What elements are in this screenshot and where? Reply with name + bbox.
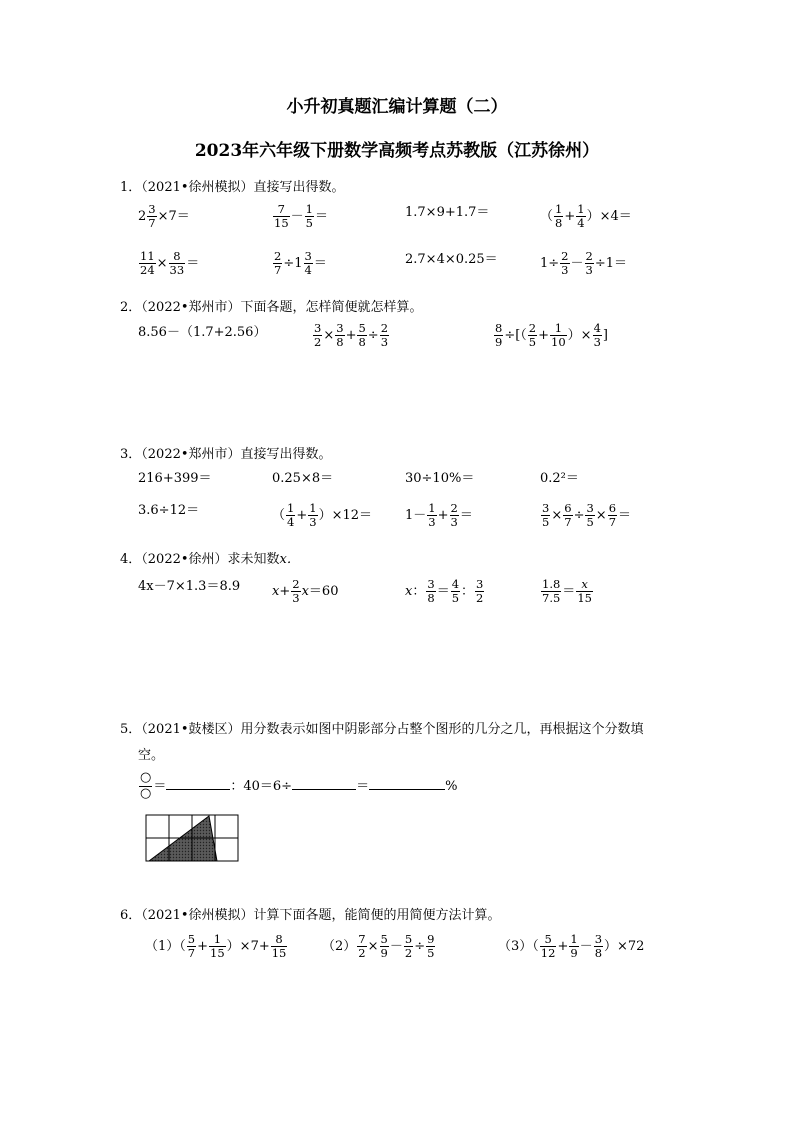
question-6-label: 6．（2021•徐州模拟）计算下面各题，能简便的用简便方法计算。 [120,908,501,923]
q5-blank-1[interactable] [166,777,230,790]
q5-fill-mid: ：40＝6÷ [230,778,293,794]
q1-expr-7: 2.7×4×0.25＝ [405,252,498,267]
q6-part-2-label: （2） [322,939,357,955]
page-title: 小升初真题汇编计算题（二） [286,97,508,117]
q3-expr-3: 30÷10%＝ [405,471,475,486]
question-3-label: 3．（2022•郑州市）直接写出得数。 [120,447,332,462]
q2-expr-2: $\frac{3}{2}$ × $\frac{3}{8}$ + $\frac{5}{8}$ ÷ $\frac{2}{3}$ [314,321,389,350]
q4-expr-4: $\frac{1.8}{7.5}$ ＝ $\frac{x}{15}$ [542,577,592,606]
q5-blank-3[interactable] [369,777,445,790]
q3-expr-2: 0.25×8＝ [272,471,334,486]
q3-expr-4: 0.2²＝ [540,471,579,486]
q5-percent: % [445,778,458,794]
q1-expr-8: 1÷ $\frac{2}{3}$ － $\frac{2}{3}$ ÷1＝ [540,249,628,278]
q5-fill-line: $\frac{○}{○}$ ＝ ：40＝6÷ ＝ % [140,770,458,801]
question-4-text: 4．（2022•徐州）求未知数 [120,552,280,567]
q6-part-1-label: （1） [145,939,180,955]
q3-expr-7: 1－ $\frac{1}{3}$ + $\frac{2}{3}$ ＝ [405,501,473,530]
question-5-label-cont: 空。 [138,748,165,763]
q1-expr-2: $\frac{7}{15}$ － $\frac{1}{5}$ ＝ [274,202,328,231]
q1-expr-4: （ $\frac{1}{8}$ + $\frac{1}{4}$ ）×4＝ [540,202,632,231]
q5-fill-eq: ＝ [356,778,370,794]
question-4-label [120,548,300,567]
q3-expr-1: 216+399＝ [138,471,212,486]
q5-grid-figure [145,814,239,862]
question-1-label: 1．（2021•徐州模拟）直接写出得数。 [120,180,345,195]
q2-expr-3: $\frac{8}{9}$ ÷[（ $\frac{2}{5}$ + $\frac{1}{10}$ ）× $\frac{4}{3}$ ] [495,321,608,350]
question-2-label: 2．（2022•郑州市）下面各题，怎样简便就怎样算。 [120,300,423,315]
question-4-variable: x． [279,552,300,567]
q6-expr-2: （2） $\frac{7}{2}$ × $\frac{5}{9}$ － $\frac{5}{2}$ ÷ $\frac{9}{5}$ [322,932,435,961]
q1-expr-1: 2 $\frac{3}{7}$ ×7＝ [138,202,190,231]
q3-expr-8: $\frac{3}{5}$ × $\frac{6}{7}$ ÷ $\frac{3}{5}$ × $\frac{6}{7}$ ＝ [542,501,632,530]
q5-blank-fraction[interactable]: $\frac{○}{○}$ [140,770,152,801]
q2-expr-1: 8.56－（1.7+2.56） [138,325,267,340]
q6-expr-1: （1）（ $\frac{5}{7}$ + $\frac{1}{15}$ ）×7+ $\frac{8}{15}$ [145,932,287,961]
q6-expr-3: （3）（ $\frac{5}{12}$ + $\frac{1}{9}$ － $\frac{3}{8}$ ）×72 [498,932,645,961]
page-subtitle: 2023年六年级下册数学高频考点苏教版（江苏徐州） [194,141,600,161]
q3-expr-5: 3.6÷12＝ [138,503,200,518]
q5-blank-2[interactable] [292,777,356,790]
q4-expr-2: x+ $\frac{2}{3}$ x＝60 [272,577,339,606]
q1-expr-3: 1.7×9+1.7＝ [405,205,490,220]
q6-part-3-label: （3） [498,939,533,955]
q4-expr-3: x： $\frac{3}{8}$ ＝ $\frac{4}{5}$ ： $\frac{3}{2}$ [405,577,484,606]
question-5-label: 5．（2021•鼓楼区）用分数表示如图中阴影部分占整个图形的几分之几，再根据这个分数填 [120,722,644,737]
q1-expr-5: $\frac{11}{24}$ × $\frac{8}{33}$ ＝ [140,249,200,278]
q3-expr-6: （ $\frac{1}{4}$ + $\frac{1}{3}$ ）×12＝ [272,501,373,530]
q1-expr-6: $\frac{2}{7}$ ÷1 $\frac{3}{4}$ ＝ [274,249,327,278]
q4-expr-1: 4x－7×1.3＝8.9 [138,579,241,594]
